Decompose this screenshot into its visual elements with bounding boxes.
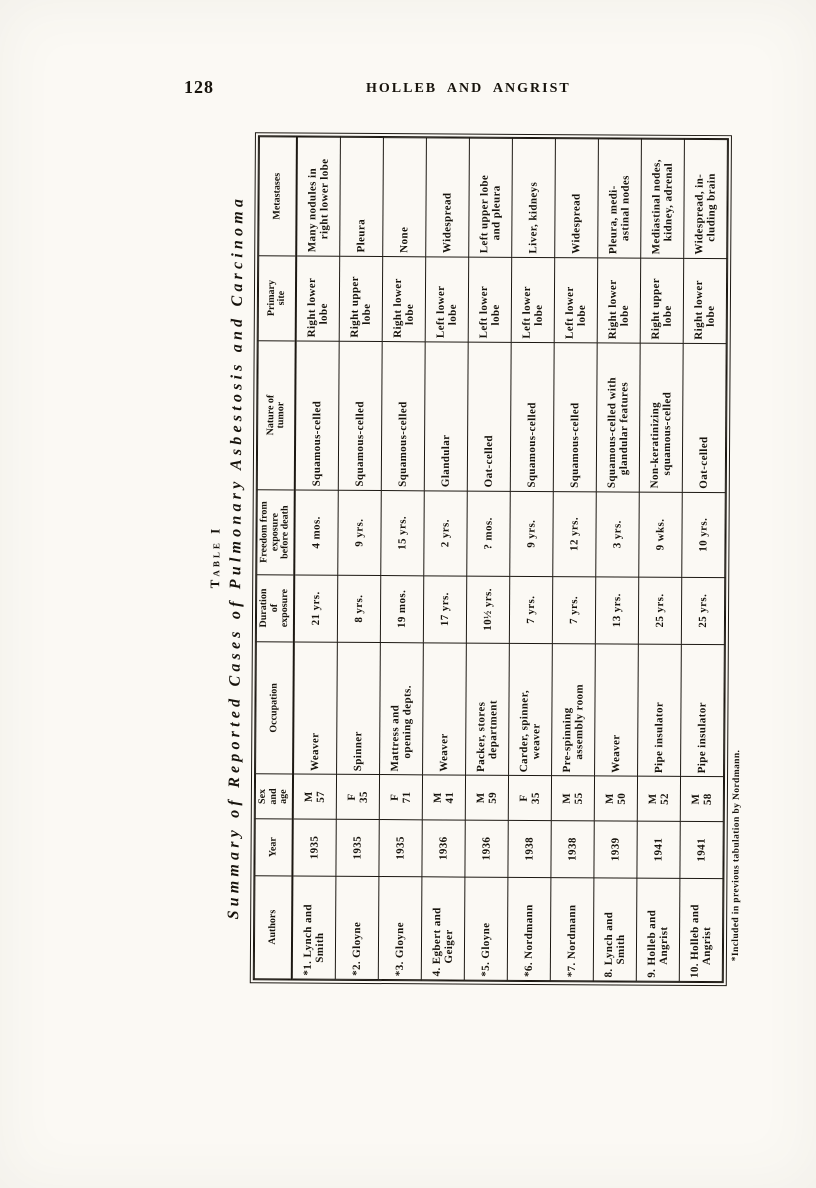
- cell-line: department: [487, 700, 500, 760]
- column-header-duration: [256, 575, 294, 642]
- cell-line: Liver, kidneys: [526, 181, 540, 254]
- cell-line: Authors: [266, 909, 278, 945]
- cell-year-3: [379, 819, 422, 876]
- column-header-nature: [257, 341, 295, 490]
- cell-primary_site-1: [296, 256, 340, 341]
- cell-line: 7 yrs.: [567, 595, 580, 625]
- cell-line: Packer, stores: [474, 701, 487, 773]
- cell-metastases-3: [383, 138, 427, 257]
- cell-line: Duration: [258, 588, 270, 628]
- cell-line: lobe: [661, 305, 674, 327]
- cell-line: 9 yrs.: [353, 518, 366, 547]
- page-number: 128: [184, 77, 214, 97]
- cell-duration-1: [294, 575, 338, 642]
- cell-line: Right lower: [305, 277, 318, 338]
- cell-nature-4: [424, 342, 468, 491]
- table-label: Table I: [207, 525, 223, 589]
- cell-line: F: [517, 794, 530, 802]
- cell-line: 41: [443, 791, 456, 804]
- cell-duration-2: [337, 575, 380, 642]
- cell-duration-7: [552, 576, 595, 643]
- cell-primary_site-9: [640, 258, 684, 343]
- cell-nature-8: [596, 343, 640, 492]
- cell-line: ? mos.: [482, 517, 495, 550]
- cell-line: weaver: [530, 723, 543, 760]
- cell-line: Left upper lobe: [477, 174, 491, 254]
- cell-freedom-4: [424, 490, 468, 575]
- case-row-1: [292, 137, 341, 979]
- cell-line: Nature of: [264, 394, 276, 436]
- cell-line: kidney, adrenal: [662, 162, 675, 242]
- cell-line: exposure: [269, 513, 281, 552]
- cell-metastases-9: [641, 139, 685, 258]
- cell-line: Pipe insulator: [652, 701, 666, 774]
- column-header-occupation: [256, 641, 294, 774]
- cell-line: Weaver: [308, 732, 322, 772]
- cell-primary_site-8: [597, 257, 641, 342]
- cell-line: Squamous-celled with: [605, 377, 618, 489]
- column-header-authors: [254, 875, 292, 979]
- rotated-table-region: [207, 126, 743, 988]
- running-head: HOLLEB AND ANGRIST: [366, 81, 571, 96]
- cell-line: 8 yrs.: [352, 594, 365, 623]
- cell-year-2: [336, 819, 379, 876]
- cell-freedom-1: [294, 490, 338, 575]
- cell-line: 10 yrs.: [697, 517, 710, 552]
- cell-line: astinal nodes: [619, 175, 632, 242]
- cell-line: M: [431, 792, 444, 803]
- cell-line: Many nodules in: [305, 167, 319, 253]
- cell-line: lobe: [446, 304, 459, 326]
- cell-line: Mattress and: [388, 704, 401, 772]
- case-row-2: [335, 137, 383, 979]
- column-header-freedom: [257, 489, 295, 574]
- cell-sex_age-2: [336, 775, 379, 820]
- cell-line: 1935: [351, 835, 364, 860]
- cell-line: 13 yrs.: [610, 593, 623, 628]
- cell-nature-2: [338, 341, 382, 490]
- cell-line: Angrist: [700, 926, 714, 966]
- cell-line: Pipe insulator: [695, 702, 709, 774]
- cell-line: Squamous-celled: [310, 400, 324, 487]
- cell-authors-9: [636, 878, 680, 982]
- cell-line: 4. Egbert and: [430, 907, 443, 977]
- case-row-10: [679, 139, 727, 981]
- table-block: [205, 126, 743, 991]
- cell-line: Pleura, medi-: [606, 185, 620, 255]
- cell-metastases-1: [296, 137, 340, 256]
- cell-metastases-8: [598, 139, 642, 258]
- cell-line: Weaver: [437, 733, 451, 772]
- cell-line: Year: [267, 837, 279, 858]
- cell-line: 3 yrs.: [611, 520, 624, 549]
- cell-metastases-5: [469, 138, 513, 257]
- cell-sex_age-9: [637, 776, 680, 821]
- cell-authors-3: [378, 876, 422, 980]
- cell-line: Pre-spinning: [560, 707, 573, 773]
- cell-occupation-1: [293, 642, 337, 775]
- cell-line: 59: [486, 791, 499, 804]
- cell-line: Pleura: [354, 218, 368, 253]
- cell-line: F: [345, 793, 358, 801]
- cell-line: squamous-celled: [660, 391, 674, 476]
- cell-freedom-3: [381, 490, 425, 575]
- cell-nature-3: [381, 341, 425, 490]
- cell-year-8: [594, 821, 637, 878]
- cell-line: 1939: [609, 837, 622, 862]
- cell-metastases-2: [340, 137, 384, 256]
- cell-line: 71: [400, 791, 413, 804]
- cell-line: and: [267, 788, 279, 805]
- cell-sex_age-7: [551, 776, 594, 821]
- cell-authors-7: [550, 877, 594, 981]
- cell-line: 57: [314, 790, 327, 803]
- cell-nature-1: [295, 341, 339, 490]
- cell-line: 1935: [394, 836, 407, 860]
- cell-line: Spinner: [351, 731, 365, 772]
- cell-duration-5: [466, 576, 509, 643]
- cell-line: tumor: [275, 401, 287, 429]
- cell-line: exposure: [279, 589, 291, 628]
- cell-line: Left lower: [477, 285, 490, 339]
- cell-line: glandular features: [617, 381, 631, 476]
- cell-line: assembly room: [573, 683, 586, 760]
- case-row-4: [421, 138, 469, 980]
- column-header-primary_site: [258, 255, 296, 340]
- cell-freedom-6: [510, 491, 554, 576]
- cell-line: Non-keratinizing: [648, 401, 661, 489]
- cell-line: Squamous-celled: [353, 401, 367, 487]
- cell-year-10: [680, 821, 723, 878]
- case-row-8: [593, 139, 641, 981]
- cell-duration-4: [423, 576, 466, 643]
- cell-line: 9 wks.: [654, 518, 667, 551]
- cell-line: lobe: [403, 303, 416, 325]
- case-row-6: [507, 138, 555, 980]
- cell-sex_age-3: [379, 775, 422, 820]
- cell-line: opening depts.: [401, 685, 414, 759]
- cell-line: 55: [572, 792, 585, 805]
- cell-line: Right upper: [649, 277, 662, 340]
- cell-occupation-9: [638, 644, 682, 777]
- cell-year-1: [292, 819, 336, 876]
- cell-line: Widespread, in-: [692, 173, 706, 255]
- cell-line: Angrist: [657, 926, 671, 965]
- cell-authors-4: [421, 876, 465, 980]
- cell-line: 25 yrs.: [653, 593, 666, 628]
- cell-line: *1. Lynch and: [301, 904, 314, 976]
- cell-line: *2. Gloyne: [350, 921, 363, 976]
- cell-line: Freedom from: [258, 501, 270, 563]
- cell-line: 1936: [480, 836, 493, 861]
- cell-line: Primary: [265, 279, 277, 317]
- cell-line: *5. Gloyne: [479, 922, 492, 977]
- cell-year-5: [465, 820, 508, 877]
- cell-line: 7 yrs.: [524, 595, 537, 624]
- cell-duration-8: [595, 577, 638, 644]
- cell-line: 19 mos.: [395, 589, 408, 629]
- cell-line: Oat-celled: [697, 436, 710, 489]
- table-title: Summary of Reported Cases of Pulmonary Asbestosis and Carcinoma: [225, 194, 247, 920]
- cell-line: Geiger: [442, 929, 456, 964]
- cell-duration-10: [681, 577, 724, 644]
- cell-occupation-3: [380, 642, 424, 775]
- cell-line: *6. Nordmann: [522, 904, 536, 977]
- cell-primary_site-7: [554, 257, 598, 342]
- cell-line: 58: [701, 793, 714, 806]
- cell-freedom-7: [553, 491, 597, 576]
- cell-freedom-2: [338, 490, 382, 575]
- cell-line: and pleura: [490, 185, 503, 241]
- case-row-3: [378, 138, 426, 980]
- cell-authors-2: [335, 876, 379, 980]
- cell-line: Smith: [614, 934, 628, 965]
- cell-freedom-8: [596, 492, 640, 577]
- cell-line: site: [275, 290, 287, 306]
- cell-line: Occupation: [268, 683, 280, 733]
- cell-authors-6: [507, 877, 551, 981]
- cell-line: Carder, spinner,: [517, 689, 531, 773]
- cell-line: 25 yrs.: [696, 593, 709, 628]
- cell-authors-8: [593, 878, 637, 982]
- cell-line: M: [689, 793, 702, 805]
- cell-line: 10½ yrs.: [481, 588, 494, 631]
- data-table: [254, 136, 728, 982]
- cell-occupation-7: [552, 643, 596, 776]
- column-header-year: [255, 819, 293, 876]
- cell-primary_site-2: [339, 256, 383, 341]
- cell-nature-9: [639, 343, 683, 492]
- cell-line: F: [388, 793, 401, 801]
- cell-sex_age-5: [465, 775, 508, 820]
- table-footnote: *Included in previous tabulation by Nordmann.: [730, 749, 743, 962]
- cell-line: 1938: [523, 836, 536, 861]
- cell-line: 8. Lynch and: [602, 911, 615, 978]
- cell-line: M: [474, 792, 487, 804]
- cell-line: Squamous-celled: [525, 402, 539, 488]
- cell-line: *3. Gloyne: [393, 922, 406, 977]
- cell-primary_site-5: [468, 257, 512, 342]
- cell-line: Left lower: [520, 286, 533, 339]
- cell-metastases-4: [426, 138, 470, 257]
- cell-authors-1: [292, 876, 336, 980]
- cell-line: Widespread: [440, 192, 454, 254]
- cell-line: 2 yrs.: [439, 519, 452, 548]
- cell-metastases-7: [555, 139, 599, 258]
- cell-occupation-2: [337, 642, 381, 775]
- cell-year-7: [551, 821, 594, 878]
- cell-line: lobe: [317, 303, 330, 325]
- case-row-5: [464, 138, 512, 980]
- cell-line: lobe: [489, 304, 502, 326]
- cell-line: cluding brain: [705, 173, 718, 242]
- cell-line: age: [278, 789, 290, 804]
- cell-line: Metastases: [271, 172, 283, 220]
- cell-primary_site-6: [511, 257, 555, 342]
- column-header-sex_age: [255, 774, 293, 819]
- cell-line: 10. Holleb and: [688, 904, 701, 979]
- cell-line: Squamous-celled: [396, 401, 410, 487]
- cell-line: 35: [529, 792, 542, 805]
- cell-primary_site-4: [425, 256, 469, 341]
- cell-nature-7: [553, 342, 597, 491]
- cell-line: 1936: [437, 836, 450, 861]
- cell-line: 4 mos.: [310, 516, 323, 549]
- cell-duration-6: [509, 576, 552, 643]
- cell-line: Right lower: [606, 279, 619, 340]
- cell-line: M: [603, 793, 616, 805]
- cell-metastases-6: [512, 138, 556, 257]
- cell-line: 9 yrs.: [525, 519, 538, 548]
- cell-line: Oat-celled: [482, 435, 495, 488]
- cell-line: lobe: [532, 304, 545, 326]
- cell-nature-10: [682, 343, 726, 492]
- cell-sex_age-8: [594, 776, 637, 821]
- cell-sex_age-10: [680, 777, 723, 822]
- cell-authors-5: [464, 877, 508, 981]
- cell-freedom-10: [682, 492, 726, 577]
- case-row-9: [636, 139, 684, 981]
- case-row-7: [550, 139, 598, 981]
- cell-occupation-6: [509, 643, 553, 776]
- cell-nature-6: [510, 342, 554, 491]
- cell-line: Squamous-celled: [568, 402, 582, 488]
- table-frame: [250, 132, 732, 986]
- cell-line: 52: [658, 792, 671, 805]
- cell-sex_age-4: [422, 775, 465, 820]
- cell-line: 1935: [308, 835, 321, 860]
- cell-authors-10: [679, 878, 723, 982]
- cell-line: M: [302, 791, 315, 803]
- cell-line: Left lower: [434, 285, 447, 339]
- cell-line: 21 yrs.: [309, 591, 322, 626]
- cell-year-4: [422, 820, 465, 877]
- cell-line: Right upper: [348, 276, 361, 338]
- cell-line: *7. Nordmann: [565, 904, 579, 978]
- cell-line: 17 yrs.: [438, 592, 451, 627]
- cell-line: M: [560, 792, 573, 804]
- cell-line: right lower lobe: [318, 158, 331, 240]
- cell-primary_site-10: [683, 258, 727, 343]
- header-row: [254, 137, 297, 979]
- cell-line: 12 yrs.: [568, 516, 581, 551]
- cell-line: None: [397, 226, 411, 253]
- cell-line: lobe: [704, 305, 717, 327]
- cell-line: Widespread: [569, 193, 583, 254]
- cell-line: Sex: [257, 788, 269, 805]
- cell-freedom-5: [467, 491, 511, 576]
- cell-line: 9. Holleb and: [645, 909, 658, 978]
- cell-occupation-10: [681, 644, 725, 777]
- cell-line: 1938: [566, 837, 579, 861]
- cell-duration-3: [380, 575, 423, 642]
- cell-occupation-8: [595, 643, 639, 776]
- cell-line: of: [268, 603, 280, 613]
- cell-nature-5: [467, 342, 511, 491]
- cell-line: 15 yrs.: [396, 515, 409, 550]
- cell-line: 1941: [695, 837, 708, 862]
- cell-primary_site-3: [382, 256, 426, 341]
- cell-line: 50: [615, 792, 628, 805]
- cell-line: Smith: [313, 932, 327, 963]
- cell-freedom-9: [639, 492, 683, 577]
- cell-metastases-10: [684, 139, 728, 258]
- cell-line: Right lower: [692, 279, 705, 340]
- cell-line: 35: [357, 791, 370, 804]
- cell-line: lobe: [618, 305, 631, 327]
- cell-line: M: [646, 793, 659, 805]
- cell-occupation-5: [466, 643, 510, 776]
- cell-year-9: [637, 821, 680, 878]
- cell-line: Glandular: [439, 434, 452, 488]
- cell-line: 1941: [652, 837, 665, 862]
- cell-line: Right lower: [391, 278, 404, 338]
- cell-sex_age-1: [293, 774, 337, 819]
- cell-sex_age-6: [508, 776, 551, 821]
- cell-duration-9: [638, 577, 681, 644]
- cell-line: lobe: [360, 303, 373, 325]
- column-header-metastases: [259, 137, 297, 256]
- cell-year-6: [508, 820, 551, 877]
- cell-line: Left lower: [563, 286, 576, 339]
- cell-line: Weaver: [609, 734, 623, 773]
- cell-line: Mediastinal nodes,: [649, 159, 663, 255]
- cell-occupation-4: [423, 642, 467, 775]
- cell-line: lobe: [575, 304, 588, 327]
- cell-line: before death: [279, 505, 291, 559]
